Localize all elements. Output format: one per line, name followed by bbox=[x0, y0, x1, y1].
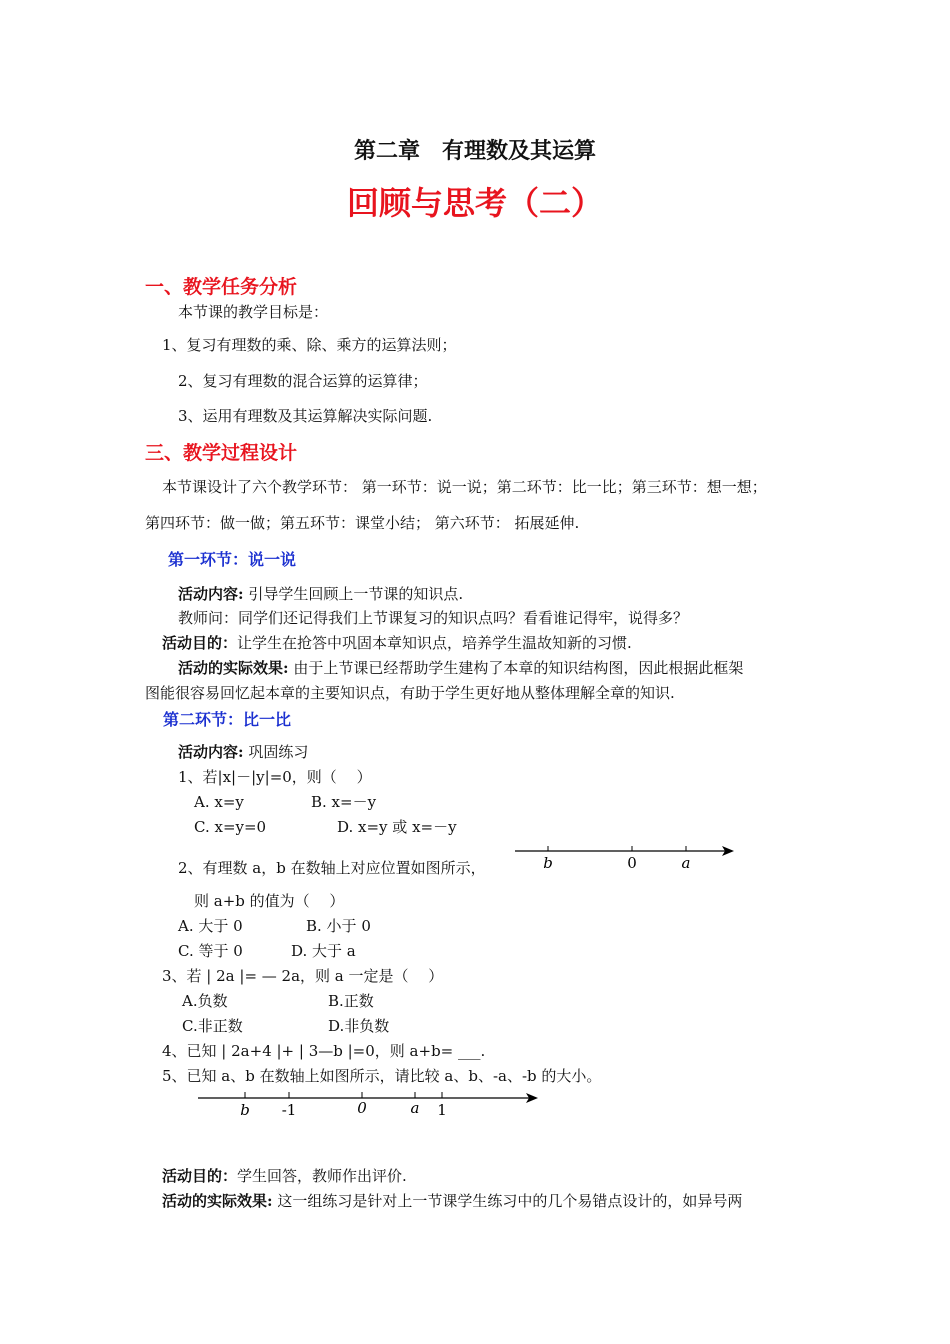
lesson-title: 回顾与思考（二） bbox=[346, 184, 603, 222]
q3-option-b: B.正数 bbox=[328, 992, 374, 1010]
step1-purpose bbox=[162, 633, 632, 653]
label-b: b bbox=[240, 1101, 250, 1119]
effect-text: 这一组练习是针对上一节课学生练习中的几个易错点设计的，如异号两 bbox=[272, 1192, 743, 1210]
q1-stem: 1、若|x|－|y|=0，则（ ） bbox=[178, 768, 372, 786]
q1-option-d: D. x=y 或 x=－y bbox=[337, 818, 457, 836]
q2-stem: 2、有理数 a，b 在数轴上对应位置如图所示， bbox=[178, 859, 486, 877]
step1-effect bbox=[178, 658, 743, 678]
step1-heading: 第一环节：说一说 bbox=[168, 550, 297, 569]
label-zero: 0 bbox=[357, 1099, 367, 1117]
section-heading-task-analysis: 一、教学任务分析 bbox=[145, 276, 298, 298]
step2-effect bbox=[162, 1191, 742, 1211]
q3-stem: 3、若 | 2a |= — 2a，则 a 一定是（ ） bbox=[162, 967, 444, 985]
effect-text: 由于上节课已经帮助学生建构了本章的知识结构图，因此根据此框架 bbox=[288, 659, 744, 677]
content-label: 活动内容: bbox=[178, 743, 244, 761]
purpose-label: 活动目的： bbox=[162, 634, 238, 652]
q4-stem: 4、已知 | 2a+4 |+ | 3—b |=0，则 a+b= ___. bbox=[162, 1042, 486, 1060]
label-a: a bbox=[681, 854, 691, 872]
q1-option-c: C. x=y=0 bbox=[194, 818, 267, 836]
goal-item: 3、运用有理数及其运算解决实际问题. bbox=[178, 407, 433, 425]
chapter-title: 第二章 有理数及其运算 bbox=[353, 139, 596, 164]
q1-option-a: A. x=y bbox=[194, 793, 244, 811]
goal-item: 1、复习有理数的乘、除、乘方的运算法则； bbox=[162, 336, 457, 354]
step2-heading: 第二环节：比一比 bbox=[163, 710, 292, 729]
content-text: 引导学生回顾上一节课的知识点. bbox=[243, 585, 464, 603]
step1-effect-cont: 图能很容易回忆起本章的主要知识点，有助于学生更好地从整体理解全章的知识. bbox=[145, 684, 675, 702]
q5-stem: 5、已知 a、b 在数轴上如图所示，请比较 a、b、-a、-b 的大小。 bbox=[162, 1067, 602, 1085]
step1-content bbox=[178, 584, 463, 604]
step2-purpose bbox=[162, 1166, 407, 1186]
label-zero: 0 bbox=[627, 854, 637, 872]
step2-content bbox=[178, 742, 308, 762]
label-b: b bbox=[543, 854, 553, 872]
q2-option-b: B. 小于 0 bbox=[306, 917, 371, 935]
q2-option-c: C. 等于 0 bbox=[178, 942, 243, 960]
goals-intro: 本节课的教学目标是： bbox=[178, 303, 329, 321]
q3-option-c: C.非正数 bbox=[182, 1017, 243, 1035]
label-minus-one: -1 bbox=[281, 1101, 297, 1119]
purpose-text: 学生回答，教师作出评价. bbox=[237, 1167, 407, 1185]
q2-number-line bbox=[510, 840, 740, 874]
label-one: 1 bbox=[437, 1101, 447, 1119]
section-heading-process-design: 三、教学过程设计 bbox=[145, 442, 298, 464]
effect-label: 活动的实际效果: bbox=[162, 1192, 273, 1210]
q2-option-a: A. 大于 0 bbox=[178, 917, 243, 935]
overview-line: 第四环节：做一做；第五环节：课堂小结； 第六环节： 拓展延伸. bbox=[145, 514, 580, 532]
content-text: 巩固练习 bbox=[243, 743, 309, 761]
label-a: a bbox=[410, 1099, 420, 1117]
purpose-label: 活动目的： bbox=[162, 1167, 238, 1185]
q5-number-line bbox=[190, 1088, 550, 1122]
content-label: 活动内容: bbox=[178, 585, 244, 603]
effect-label: 活动的实际效果: bbox=[178, 659, 289, 677]
q3-option-d: D.非负数 bbox=[328, 1017, 390, 1035]
purpose-text: 让学生在抢答中巩固本章知识点，培养学生温故知新的习惯. bbox=[237, 634, 632, 652]
q2-stem-cont: 则 a+b 的值为（ ） bbox=[194, 892, 345, 910]
q2-option-d: D. 大于 a bbox=[291, 942, 356, 960]
goal-item: 2、复习有理数的混合运算的运算律； bbox=[178, 372, 428, 390]
q1-option-b: B. x=－y bbox=[311, 793, 377, 811]
q3-option-a: A.负数 bbox=[182, 992, 228, 1010]
overview-line: 本节课设计了六个教学环节： 第一环节：说一说；第二环节：比一比；第三环节：想一想； bbox=[162, 478, 767, 496]
teacher-question: 教师问：同学们还记得我们上节课复习的知识点吗？看看谁记得牢，说得多？ bbox=[178, 609, 689, 627]
